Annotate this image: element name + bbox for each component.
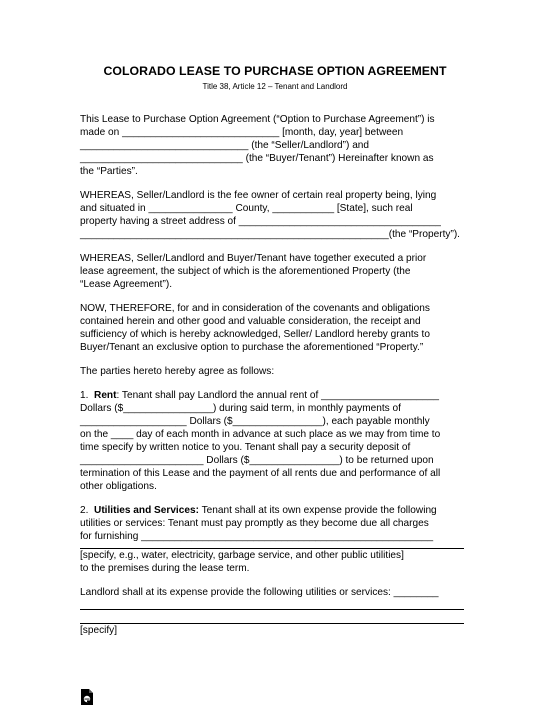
section-number: 1. bbox=[80, 390, 89, 401]
section-number: 2. bbox=[80, 505, 89, 516]
section-rent-first-line: 1. Rent: Tenant shall pay Landlord the annual rent of _____________________ bbox=[80, 390, 440, 401]
paragraph-line: _______________________________________________________(the “Property”). bbox=[80, 229, 460, 240]
paragraph-line: Buyer/Tenant an exclusive option to purchase the aforementioned “Property.” bbox=[80, 342, 424, 353]
paragraph-line: property having a street address of ____________________________________ bbox=[80, 216, 441, 227]
paragraph-line: on the ____ day of each month in advance at such place as we may from time to bbox=[80, 429, 441, 440]
paragraph-line: NOW, THEREFORE, for and in consideration of the covenants and obligations bbox=[80, 303, 430, 314]
paragraph-line: and situated in _______________ County, ___________ [State], such real bbox=[80, 203, 413, 214]
paragraph-line: utilities or services: Tenant must pay promptly as they become due all charges bbox=[80, 518, 429, 529]
paragraph-line: lease agreement, the subject of which is the aforementioned Property (the bbox=[80, 266, 411, 277]
paragraph-line: WHEREAS, Seller/Landlord and Buyer/Tenant have together executed a prior bbox=[80, 253, 427, 264]
paragraph-line: for furnishing ____________________________________________________ bbox=[80, 531, 434, 542]
paragraph-line: ______________________ Dollars ($________________) to be returned upon bbox=[80, 455, 434, 466]
paragraph-line: made on ____________________________ [month, day, year] between bbox=[80, 127, 404, 138]
blank-line bbox=[80, 548, 464, 549]
paragraph-line: the “Parties”. bbox=[80, 166, 138, 177]
paragraph-line: WHEREAS, Seller/Landlord is the fee owner of certain real property being, lying bbox=[80, 190, 437, 201]
paragraph-line: time specify by written notice to you. Tenant shall pay a security deposit of bbox=[80, 442, 411, 453]
paragraph-line: to the premises during the lease term. bbox=[80, 563, 250, 574]
section-heading-rent: Rent bbox=[94, 390, 117, 401]
blank-line bbox=[80, 623, 464, 624]
paragraph-line: [specify] bbox=[80, 625, 118, 636]
blank-line bbox=[80, 609, 464, 610]
document-title: COLORADO LEASE TO PURCHASE OPTION AGREEMENT bbox=[103, 64, 447, 78]
paragraph-line: Landlord shall at its expense provide the following utilities or services: ________ bbox=[80, 587, 439, 598]
paragraph-line: sufficiency of which is hereby acknowledged, Seller/ Landlord hereby grants to bbox=[80, 329, 430, 340]
section-text: Tenant shall at its own expense provide the following bbox=[201, 505, 437, 516]
paragraph-line: termination of this Lease and the payment of all rents due and performance of all bbox=[80, 468, 441, 479]
paragraph-line: Dollars ($________________) during said term, in monthly payments of bbox=[80, 403, 401, 414]
paragraph-line: This Lease to Purchase Option Agreement (“Option to Purchase Agreement”) is bbox=[80, 114, 435, 125]
paragraph-line: ______________________________ (the “Seller/Landlord”) and bbox=[80, 140, 370, 151]
document-subtitle: Title 38, Article 12 – Tenant and Landlord bbox=[202, 82, 348, 91]
paragraph-line: [specify, e.g., water, electricity, garbage service, and other public utilities] bbox=[80, 550, 404, 561]
paragraph-line: “Lease Agreement”). bbox=[80, 279, 173, 290]
section-heading-utilities: Utilities and Services: bbox=[94, 505, 199, 516]
paragraph-line: contained herein and other good and valuable consideration, the receipt and bbox=[80, 316, 421, 327]
section-text: Tenant shall pay Landlord the annual rent of _____________________ bbox=[121, 390, 440, 401]
paragraph-line: The parties hereto hereby agree as follows: bbox=[80, 366, 275, 377]
paragraph-line: _____________________________ (the “Buyer/Tenant”) Hereinafter known as bbox=[80, 153, 434, 164]
paragraph-line: other obligations. bbox=[80, 481, 157, 492]
document-logo-icon bbox=[80, 688, 94, 706]
section-utilities-first-line bbox=[80, 505, 437, 517]
paragraph-line: ___________________ Dollars ($________________), each payable monthly bbox=[80, 416, 430, 427]
